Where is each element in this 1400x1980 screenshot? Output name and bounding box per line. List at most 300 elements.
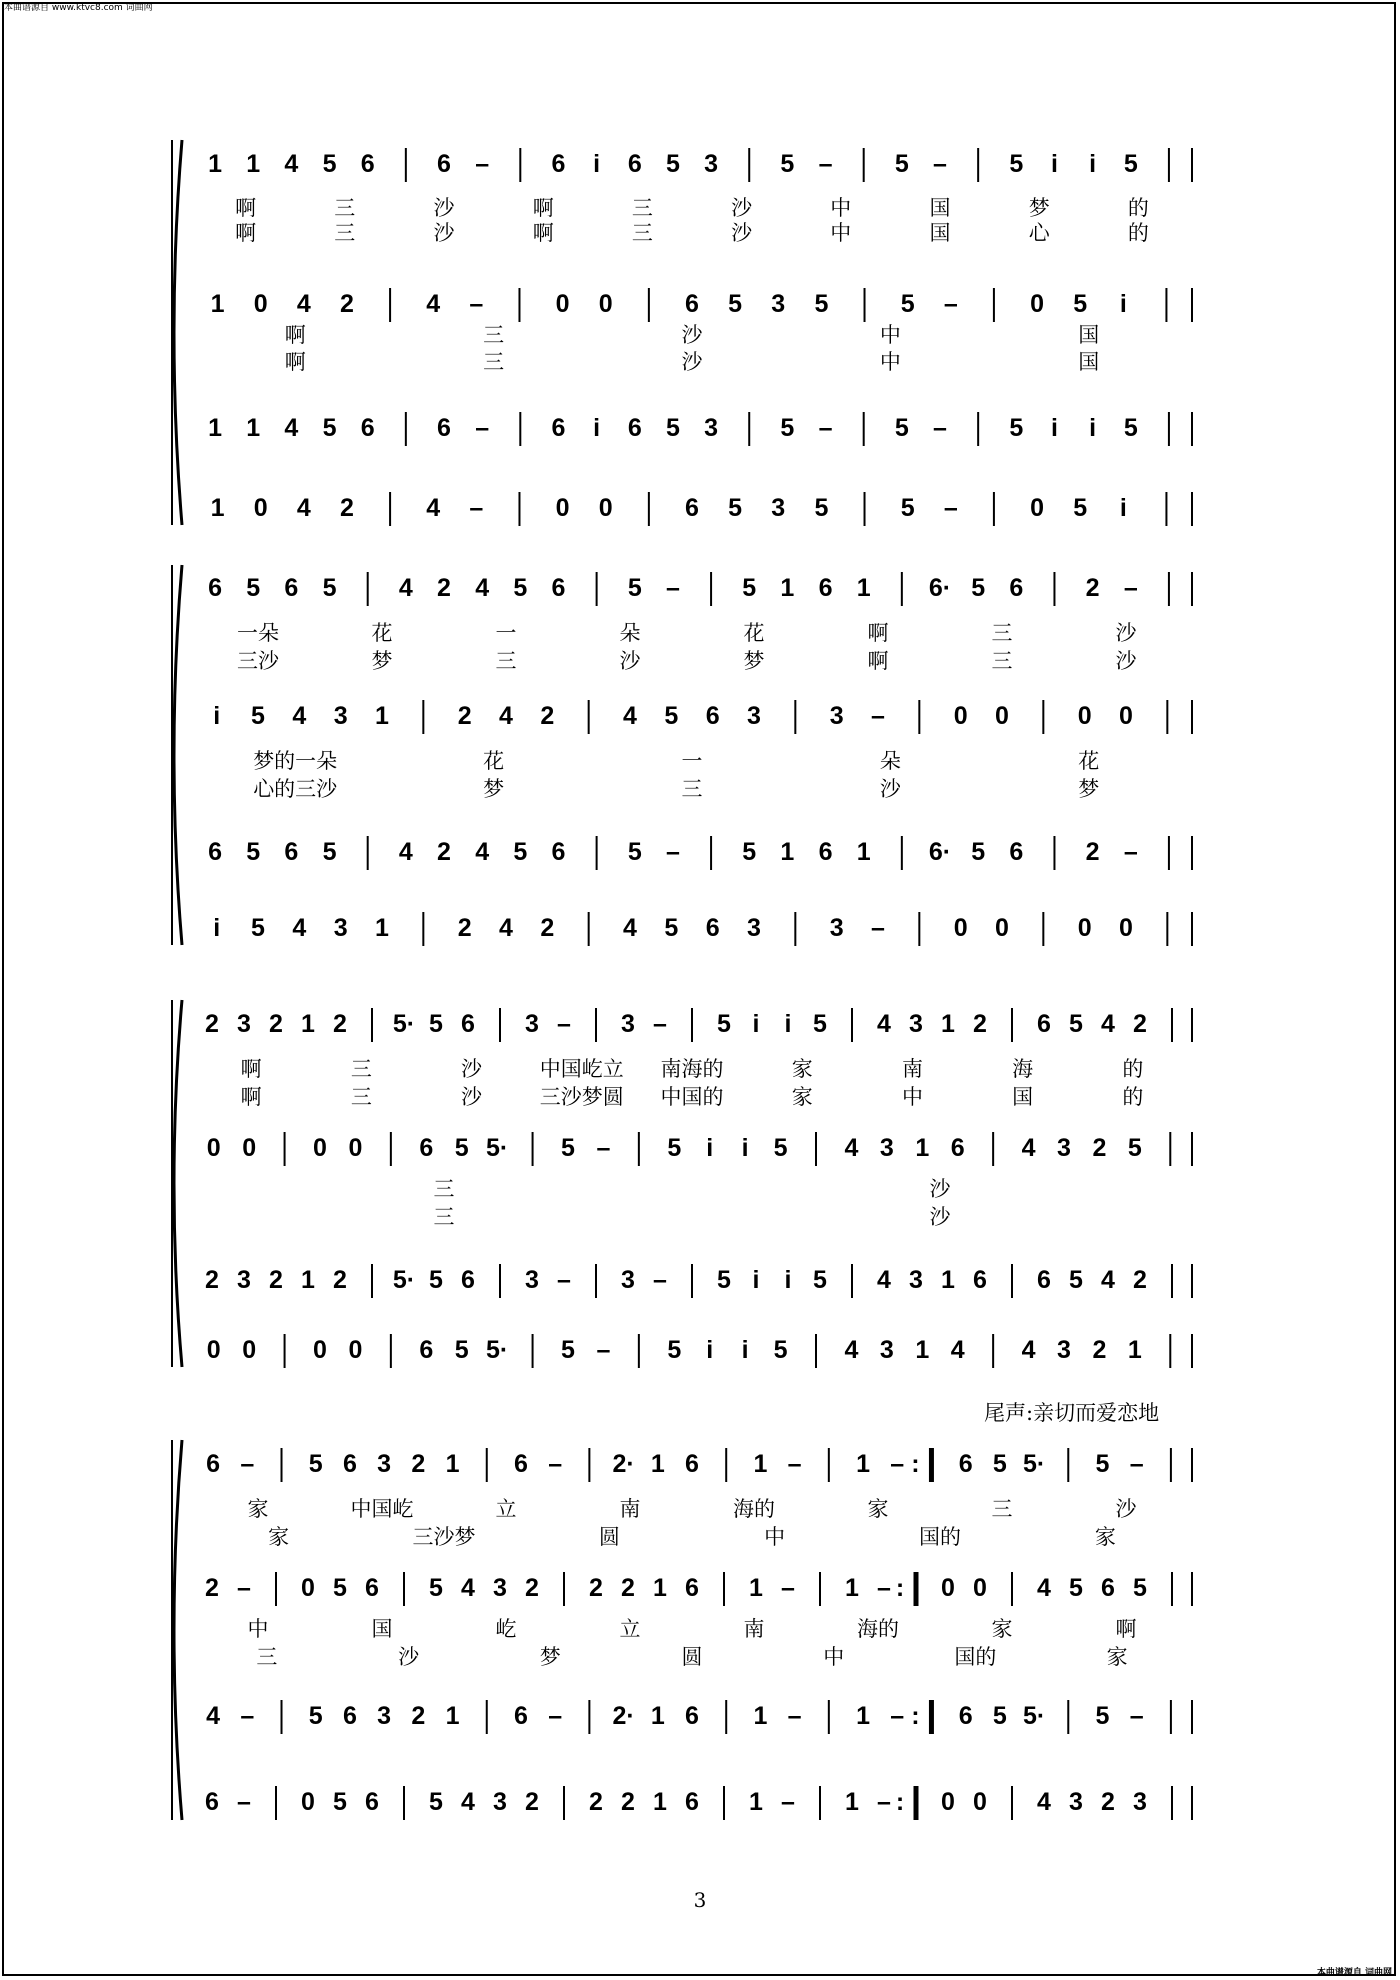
note: 6	[551, 838, 566, 866]
lyric-syllable: 朵	[879, 749, 901, 773]
note: 2	[457, 914, 472, 942]
note: 5	[1095, 1702, 1110, 1730]
note: 6	[685, 494, 699, 522]
note: 4	[1101, 1266, 1115, 1294]
note: 3	[333, 702, 348, 730]
note: –	[237, 1788, 251, 1816]
note: 6	[1037, 1266, 1051, 1294]
note: 2·	[612, 1450, 635, 1478]
note: 4	[844, 1336, 859, 1364]
note: 6	[419, 1336, 434, 1364]
note: 5	[1123, 150, 1138, 178]
lyric-syllable: 立	[495, 1497, 517, 1521]
note: –	[1129, 1702, 1144, 1730]
note: i	[784, 1010, 792, 1038]
note: 5	[251, 702, 265, 730]
note: 5	[813, 1010, 827, 1038]
note: –	[1123, 574, 1138, 602]
lyric-syllable: 的	[1122, 1085, 1144, 1109]
lyric-syllable: 三	[991, 649, 1013, 673]
note: –	[596, 1134, 611, 1162]
note: 5	[742, 574, 757, 602]
lyric-syllable: 家	[991, 1617, 1013, 1641]
note: 5	[894, 150, 909, 178]
lyric-syllable: 家	[1106, 1645, 1128, 1669]
page-number: 3	[693, 1888, 707, 1912]
note: 5	[322, 838, 337, 866]
lyric-syllable: 沙	[461, 1057, 483, 1081]
note: 2	[540, 702, 555, 730]
lyric-syllable: 啊	[284, 350, 306, 374]
note: 3	[704, 150, 719, 178]
note: 2	[411, 1702, 426, 1730]
note: 6	[419, 1134, 434, 1162]
note: 5·	[392, 1010, 416, 1038]
lyric-syllable: 中国的	[660, 1085, 724, 1109]
lyric-syllable: 国的	[954, 1645, 997, 1669]
note: –	[781, 1788, 795, 1816]
lyric-syllable: 沙	[433, 196, 455, 220]
note: 1	[749, 1788, 763, 1816]
note: 1	[375, 702, 389, 730]
note: 6	[342, 1450, 357, 1478]
note: 6	[284, 574, 299, 602]
note: i	[1089, 414, 1097, 442]
note: 0	[941, 1574, 955, 1602]
note: 1	[856, 1450, 870, 1478]
note: 1	[915, 1134, 930, 1162]
note: 4	[426, 494, 441, 522]
note: 6	[205, 1788, 219, 1816]
lyric-syllable: 的	[1122, 1057, 1144, 1081]
note: 6	[685, 290, 699, 318]
lyric-syllable: 圆	[681, 1645, 703, 1669]
note: 6	[705, 702, 720, 730]
note: 0	[1119, 914, 1133, 942]
note: 5	[971, 838, 986, 866]
system-brace	[174, 1440, 182, 1820]
note: 5	[773, 1336, 788, 1364]
note: 2	[621, 1574, 635, 1602]
note: 5	[780, 150, 795, 178]
note: 2	[340, 494, 354, 522]
note: 2	[1133, 1010, 1147, 1038]
note: 4	[499, 914, 513, 942]
note: 5	[664, 702, 679, 730]
lyric-syllable: 沙	[433, 221, 455, 245]
lyric-syllable: 沙	[619, 649, 641, 673]
note: 6	[950, 1134, 965, 1162]
note: 1	[856, 838, 871, 866]
note: 2	[1085, 574, 1100, 602]
note: 5	[664, 914, 679, 942]
note: 4	[296, 290, 311, 318]
note: 0	[995, 702, 1009, 730]
note: 5	[333, 1574, 347, 1602]
lyric-syllable: 沙	[461, 1085, 483, 1109]
note: 2	[589, 1788, 603, 1816]
note: i	[784, 1266, 792, 1294]
note: –	[475, 150, 490, 178]
note: 5·	[486, 1336, 509, 1364]
note: –	[871, 914, 885, 942]
note: 5	[1069, 1574, 1083, 1602]
note: 4	[1021, 1336, 1036, 1364]
lyric-syllable: 沙	[1115, 621, 1137, 645]
note: i	[1119, 290, 1127, 318]
note: i	[1050, 150, 1058, 178]
lyric-syllable: 国	[1078, 350, 1100, 374]
system-brace	[174, 140, 182, 525]
lyric-syllable: 啊	[867, 649, 889, 673]
lyric-syllable: 啊	[532, 221, 554, 245]
note: 0	[1030, 290, 1044, 318]
note: 2	[269, 1010, 283, 1038]
note: 0	[598, 290, 613, 318]
note: 1	[845, 1574, 859, 1602]
lyric-syllable: 三沙梦圆	[539, 1085, 624, 1109]
note: 2·	[612, 1702, 635, 1730]
note: 1	[753, 1450, 768, 1478]
lyric-syllable: 国	[371, 1617, 393, 1641]
lyric-syllable: 三	[495, 649, 517, 673]
note: 2	[333, 1266, 347, 1294]
note: 0	[973, 1574, 987, 1602]
lyric-syllable: 梦	[1028, 196, 1050, 220]
note: 5	[429, 1266, 443, 1294]
note: 3	[829, 914, 844, 942]
note: 1	[210, 494, 225, 522]
note: 2	[457, 702, 472, 730]
note: 2	[205, 1010, 219, 1038]
note: –	[818, 150, 833, 178]
note: 4	[1037, 1788, 1051, 1816]
lyric-syllable: 海的	[857, 1617, 899, 1641]
lyric-syllable: 中	[830, 196, 852, 220]
lyric-syllable: 海的	[733, 1497, 775, 1521]
note: –	[933, 414, 947, 442]
note: 4	[461, 1788, 475, 1816]
note: 0	[995, 914, 1009, 942]
header-source-text: 本曲谱源自 www.ktvc8.com 词曲网	[4, 3, 153, 13]
note: 6	[685, 1702, 699, 1730]
note: 4	[461, 1574, 475, 1602]
note: 1	[653, 1574, 667, 1602]
note: 0	[555, 494, 570, 522]
lyric-syllable: 立	[619, 1617, 641, 1641]
note: 5	[773, 1134, 788, 1162]
note: 3	[621, 1010, 635, 1038]
note: 6	[551, 574, 566, 602]
lyric-syllable: 三	[433, 1205, 455, 1229]
lyric-syllable: 三	[350, 1085, 372, 1109]
lyric-syllable: 啊	[284, 323, 306, 347]
note: 1	[845, 1788, 859, 1816]
note: i	[706, 1134, 714, 1162]
note: 5	[429, 1574, 443, 1602]
note: 0	[1077, 702, 1092, 730]
lyric-syllable: 家	[791, 1057, 813, 1081]
note: 6	[958, 1450, 973, 1478]
note: –	[548, 1450, 563, 1478]
note: 2	[1092, 1134, 1107, 1162]
note: 6	[818, 838, 833, 866]
note: 6·	[928, 838, 952, 866]
note: –	[237, 1574, 251, 1602]
note: 4	[292, 914, 307, 942]
lyric-syllable: 沙	[879, 777, 901, 801]
note: 2	[333, 1010, 347, 1038]
note: 1	[375, 914, 389, 942]
note: i	[593, 150, 601, 178]
lyric-syllable: 朵	[619, 621, 641, 645]
note: 5	[1073, 494, 1088, 522]
note: 1	[753, 1702, 768, 1730]
note: 1	[650, 1450, 665, 1478]
note: 5	[308, 1702, 323, 1730]
note: 5	[742, 838, 757, 866]
note: 5	[1095, 1450, 1110, 1478]
lyric-syllable: 沙	[1115, 1497, 1137, 1521]
lyric-syllable: 三	[631, 221, 653, 245]
note: 3	[333, 914, 348, 942]
lyric-syllable: 三沙梦	[412, 1525, 476, 1549]
lyric-syllable: 梦	[743, 649, 765, 673]
note: 6	[551, 150, 566, 178]
note: 3	[493, 1574, 507, 1602]
lyric-syllable: 中	[830, 221, 852, 245]
note: 2	[540, 914, 555, 942]
note: 3	[493, 1788, 507, 1816]
note: 5	[780, 414, 795, 442]
note: 6	[206, 1450, 221, 1478]
note: i	[1089, 150, 1097, 178]
note: i	[752, 1266, 760, 1294]
lyric-syllable: 中	[823, 1645, 845, 1669]
lyric-syllable: 梦的一朵	[253, 749, 338, 773]
lyric-syllable: 花	[743, 621, 765, 645]
note: 3	[771, 494, 786, 522]
note: 5	[992, 1450, 1007, 1478]
note: 6	[685, 1788, 699, 1816]
note: 0	[1030, 494, 1044, 522]
note: 1	[210, 290, 225, 318]
lyric-syllable: 花	[1078, 749, 1100, 773]
note: –	[877, 1788, 891, 1816]
note: 0	[973, 1788, 987, 1816]
lyric-syllable: 的	[1127, 196, 1149, 220]
note: 3	[1133, 1788, 1147, 1816]
note: 1	[246, 414, 261, 442]
note: –	[943, 290, 958, 318]
note: 1	[445, 1702, 460, 1730]
note: 5	[894, 414, 909, 442]
lyric-syllable: 家	[1094, 1525, 1116, 1549]
note: i	[213, 914, 221, 942]
note: 5	[308, 1450, 323, 1478]
note: 1	[915, 1336, 930, 1364]
note: 4	[623, 914, 637, 942]
note: 1	[301, 1010, 315, 1038]
note: 6	[1037, 1010, 1051, 1038]
note: 0	[1119, 702, 1133, 730]
note: 0	[253, 290, 268, 318]
note: 5	[246, 838, 261, 866]
lyric-syllable: 沙	[681, 350, 703, 374]
note: i	[213, 702, 221, 730]
lyric-syllable: 南海的	[660, 1057, 724, 1081]
note: –	[469, 494, 484, 522]
lyric-syllable: 三	[256, 1645, 278, 1669]
lyric-syllable: 沙	[681, 323, 703, 347]
note: –	[557, 1266, 571, 1294]
note: 5	[1133, 1574, 1147, 1602]
note: 1	[941, 1010, 955, 1038]
note: 3	[1057, 1134, 1071, 1162]
note: 0	[348, 1336, 363, 1364]
note: 6	[551, 414, 566, 442]
note: 3	[237, 1010, 251, 1038]
lyric-syllable: 屹	[495, 1617, 517, 1641]
note: 6	[461, 1266, 475, 1294]
note: 5	[333, 1788, 347, 1816]
note: 3	[879, 1134, 894, 1162]
note: 2	[205, 1574, 219, 1602]
note: 3	[621, 1266, 635, 1294]
note: 6	[208, 574, 223, 602]
lyric-syllable: 心的三沙	[253, 777, 338, 801]
note: 4	[499, 702, 513, 730]
note: 5·	[1022, 1450, 1046, 1478]
note: 5	[513, 838, 528, 866]
note: –	[1123, 838, 1138, 866]
lyric-syllable: 国的	[919, 1525, 961, 1549]
note: –	[653, 1266, 667, 1294]
note: 5	[992, 1702, 1007, 1730]
lyric-syllable: 花	[371, 621, 393, 645]
note: 2	[589, 1574, 603, 1602]
note: 4	[292, 702, 307, 730]
note: 2	[340, 290, 354, 318]
lyric-syllable: 家	[268, 1525, 290, 1549]
note: 5	[971, 574, 986, 602]
note: –	[787, 1702, 802, 1730]
lyric-syllable: 沙	[731, 196, 753, 220]
system-brace	[174, 1000, 182, 1367]
lyric-syllable: 沙	[398, 1645, 420, 1669]
note: 5	[246, 574, 261, 602]
note: 6	[342, 1702, 357, 1730]
note: 4	[426, 290, 441, 318]
lyric-syllable: 中	[901, 1085, 923, 1109]
lyric-syllable: 三	[483, 350, 505, 374]
note: 6	[360, 150, 375, 178]
note: 5	[667, 1134, 682, 1162]
note: 1	[856, 574, 871, 602]
note: 3	[909, 1266, 923, 1294]
note: 3	[377, 1702, 392, 1730]
note: 5	[1069, 1010, 1083, 1038]
note: 5	[627, 838, 642, 866]
note: 2	[1092, 1336, 1107, 1364]
note: –	[1129, 1450, 1144, 1478]
note: i	[593, 414, 601, 442]
footer-source-text: 本曲谱源自 词曲网	[1316, 1968, 1392, 1978]
note: 1	[1127, 1336, 1142, 1364]
lyric-syllable: 南	[743, 1617, 765, 1641]
note: 6	[685, 1450, 699, 1478]
note: 6	[365, 1574, 379, 1602]
note: 6	[973, 1266, 987, 1294]
lyric-syllable: 国	[929, 196, 951, 220]
lyric-syllable: 三	[483, 323, 505, 347]
note: 2	[525, 1788, 539, 1816]
note: 5	[1009, 150, 1024, 178]
note: 5	[1123, 414, 1138, 442]
note: i	[741, 1336, 749, 1364]
note: –	[890, 1450, 905, 1478]
lyric-syllable: 南	[901, 1057, 923, 1081]
note: 3	[1057, 1336, 1071, 1364]
note: –	[475, 414, 490, 442]
note: 5	[627, 574, 642, 602]
lyric-syllable: 南	[619, 1497, 641, 1521]
note: 6	[818, 574, 833, 602]
lyric-syllable: 梦	[539, 1645, 561, 1669]
note: 5	[322, 574, 337, 602]
note: 5	[665, 150, 680, 178]
note: 5	[513, 574, 528, 602]
system-brace	[174, 565, 182, 945]
note: 3	[1069, 1788, 1083, 1816]
lyric-syllable: 心	[1028, 221, 1050, 245]
note: 2	[1101, 1788, 1115, 1816]
note: 0	[313, 1336, 327, 1364]
note: 5	[717, 1010, 731, 1038]
repeat-dots: :	[895, 1574, 905, 1602]
note: 6	[514, 1702, 528, 1730]
repeat-dots: :	[911, 1702, 920, 1730]
lyric-syllable: 一	[681, 749, 703, 773]
lyric-syllable: 的	[1127, 221, 1149, 245]
lyric-syllable: 三	[350, 1057, 372, 1081]
note: 6	[1009, 574, 1024, 602]
note: 2	[525, 1574, 539, 1602]
note: 5	[814, 290, 829, 318]
note: 2	[411, 1450, 426, 1478]
note: 0	[313, 1134, 327, 1162]
note: 5	[665, 414, 680, 442]
note: i	[706, 1336, 714, 1364]
lyric-syllable: 中	[764, 1525, 786, 1549]
note: 5	[717, 1266, 731, 1294]
lyric-syllable: 三沙	[237, 649, 279, 673]
note: 5	[454, 1134, 469, 1162]
note: –	[890, 1702, 905, 1730]
note: 5	[728, 290, 743, 318]
lyric-syllable: 三	[991, 1497, 1013, 1521]
note: i	[1119, 494, 1127, 522]
note: 5	[1127, 1134, 1142, 1162]
note: 5	[814, 494, 829, 522]
lyric-syllable: 中	[879, 323, 901, 347]
note: 5·	[392, 1266, 416, 1294]
note: 0	[242, 1134, 257, 1162]
lyric-syllable: 家	[867, 1497, 889, 1521]
lyric-syllable: 三	[334, 221, 356, 245]
note: –	[933, 150, 947, 178]
note: 0	[953, 914, 968, 942]
